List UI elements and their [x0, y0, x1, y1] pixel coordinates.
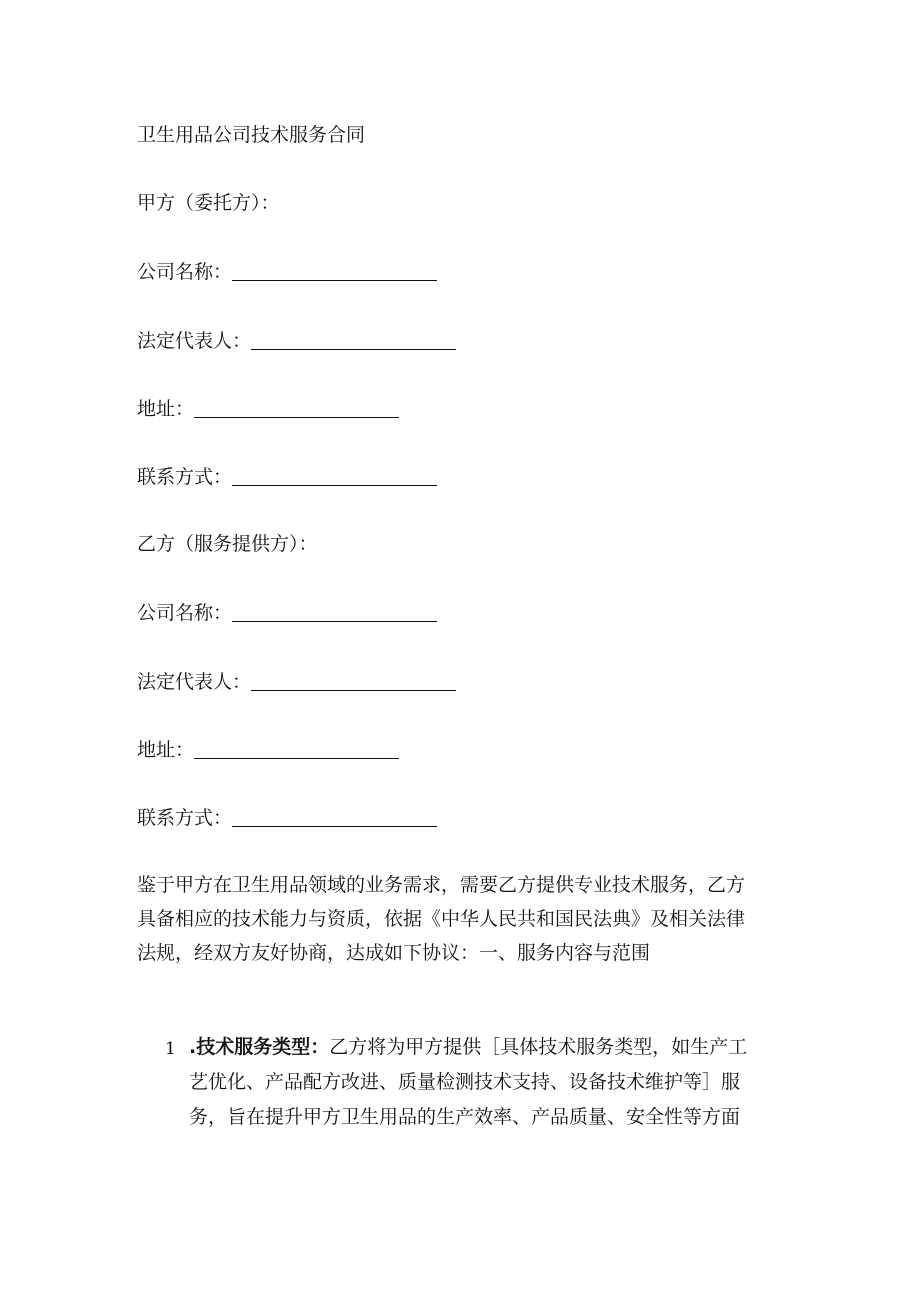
list-item-line: 艺优化、产品配方改进、质量检测技术支持、设备技术维护等］服	[189, 1071, 741, 1093]
document-title: 卫生用品公司技术服务合同	[137, 124, 366, 146]
party-a-contact-field	[137, 467, 437, 487]
field-label: 公司名称：	[137, 261, 233, 283]
party-a-address-field	[137, 399, 399, 419]
field-label: 地址：	[137, 398, 195, 420]
fill-in-blank	[232, 467, 437, 486]
list-item-line	[189, 1030, 789, 1065]
item-heading: .技术服务类型：	[189, 1036, 330, 1058]
preamble-line: 法规，经双方友好协商，达成如下协议：一、服务内容与范围	[137, 942, 651, 964]
list-item-service-type	[189, 1030, 789, 1135]
field-label: 法定代表人：	[137, 671, 252, 693]
party-b-representative-field	[137, 672, 456, 692]
field-label: 公司名称：	[137, 602, 233, 624]
party-b-contact-field	[137, 808, 437, 828]
party-a-company-field	[137, 262, 437, 282]
fill-in-blank	[251, 672, 456, 691]
list-item-line: 务，旨在提升甲方卫生用品的生产效率、产品质量、安全性等方面	[189, 1106, 741, 1128]
preamble-paragraph	[137, 868, 787, 970]
party-b-company-field	[137, 603, 437, 623]
party-b-address-field	[137, 740, 399, 760]
fill-in-blank	[232, 262, 437, 281]
party-a-representative-field	[137, 331, 456, 351]
fill-in-blank	[232, 603, 437, 622]
party-b-heading: 乙方（服务提供方）：	[137, 533, 318, 555]
item-text: 乙方将为甲方提供［具体技术服务类型，如生产工	[329, 1036, 748, 1058]
field-label: 联系方式：	[137, 807, 233, 829]
party-a-heading: 甲方（委托方）：	[137, 192, 280, 214]
fill-in-blank	[194, 740, 399, 759]
list-number: 1	[165, 1039, 176, 1059]
fill-in-blank	[194, 399, 399, 418]
field-label: 地址：	[137, 739, 195, 761]
preamble-line: 具备相应的技术能力与资质，依据《中华人民共和国民法典》及相关法律	[137, 908, 746, 930]
preamble-line: 鉴于甲方在卫生用品领域的业务需求，需要乙方提供专业技术服务，乙方	[137, 874, 746, 896]
field-label: 法定代表人：	[137, 330, 252, 352]
fill-in-blank	[251, 331, 456, 350]
fill-in-blank	[232, 808, 437, 827]
field-label: 联系方式：	[137, 466, 233, 488]
